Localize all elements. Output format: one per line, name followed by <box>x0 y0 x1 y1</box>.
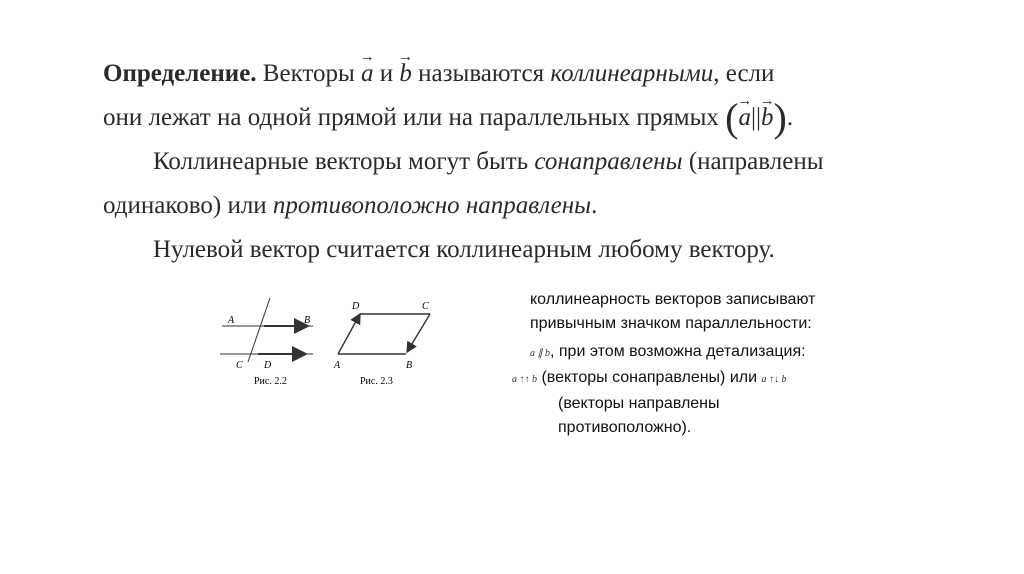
label-c: C <box>236 360 243 371</box>
codirectional-paragraph <box>103 140 903 228</box>
transversal-line <box>248 298 270 362</box>
notation-line-5: (векторы направлены <box>558 395 720 412</box>
codirectional-symbol: a ↑↑ b <box>512 374 537 385</box>
definition-block <box>103 52 903 272</box>
label-b: B <box>304 315 311 326</box>
collinear-term: коллинеарными <box>550 60 714 87</box>
vector-b: → b <box>399 52 412 96</box>
label-a: A <box>334 360 341 371</box>
definition-paragraph <box>103 52 903 140</box>
parallel-sign: || <box>750 104 761 131</box>
label-a: A <box>228 315 235 326</box>
notation-line-3 <box>512 340 902 366</box>
definition-text: называются <box>418 60 545 87</box>
fig-2-3 <box>333 301 430 387</box>
figures <box>218 296 428 401</box>
notation-line-6: противоположно). <box>558 419 692 436</box>
label-d: D <box>264 360 272 371</box>
codirectional-term: сонаправлены <box>534 148 683 175</box>
definition-term: Определение. <box>103 60 257 87</box>
vector-a: → a <box>738 96 751 140</box>
codirectional-text: (направлены одинаково) или <box>103 148 824 219</box>
definition-text: они лежат на одной прямой или на параллельных прямых <box>103 104 719 131</box>
vector-b: → b <box>761 96 774 140</box>
label-b: B <box>406 360 413 371</box>
vector-a: → a <box>361 52 374 96</box>
notation-line-1: коллинеарность векторов записывают <box>530 291 816 308</box>
codirectional-text: Коллинеарные векторы могут быть <box>153 148 529 175</box>
notation-text-span: (векторы сонаправлены) или <box>541 369 758 386</box>
notation-text-span: , при этом возможна детализация: <box>550 343 806 360</box>
label-c: C <box>422 301 429 312</box>
period: . <box>591 192 598 219</box>
period: . <box>786 104 794 131</box>
opposite-term: противоположно направлены <box>272 192 592 219</box>
definition-text: , если <box>713 60 775 87</box>
caption-2-3: Рис. 2.3 <box>360 376 393 387</box>
figures-svg <box>218 296 428 396</box>
vector-cb <box>407 314 430 352</box>
notation-line-4 <box>512 366 902 392</box>
label-d: D <box>352 301 360 312</box>
caption-2-2: Рис. 2.2 <box>254 376 287 387</box>
notation-text <box>512 288 902 440</box>
zero-vector-paragraph: Нулевой вектор считается коллинеарным любому вектору. <box>153 236 775 263</box>
parallel-symbol: a ∥ b <box>530 348 550 359</box>
paren-open: ( <box>725 95 739 140</box>
fig-2-2 <box>220 298 313 387</box>
paren-close: ) <box>773 95 787 140</box>
conjunction: и <box>379 60 394 87</box>
notation-line-2: привычным значком параллельности: <box>530 315 812 332</box>
opposite-symbol: a ↑↓ b <box>761 374 787 385</box>
vector-ad <box>338 314 360 354</box>
definition-text: Векторы <box>262 60 355 87</box>
